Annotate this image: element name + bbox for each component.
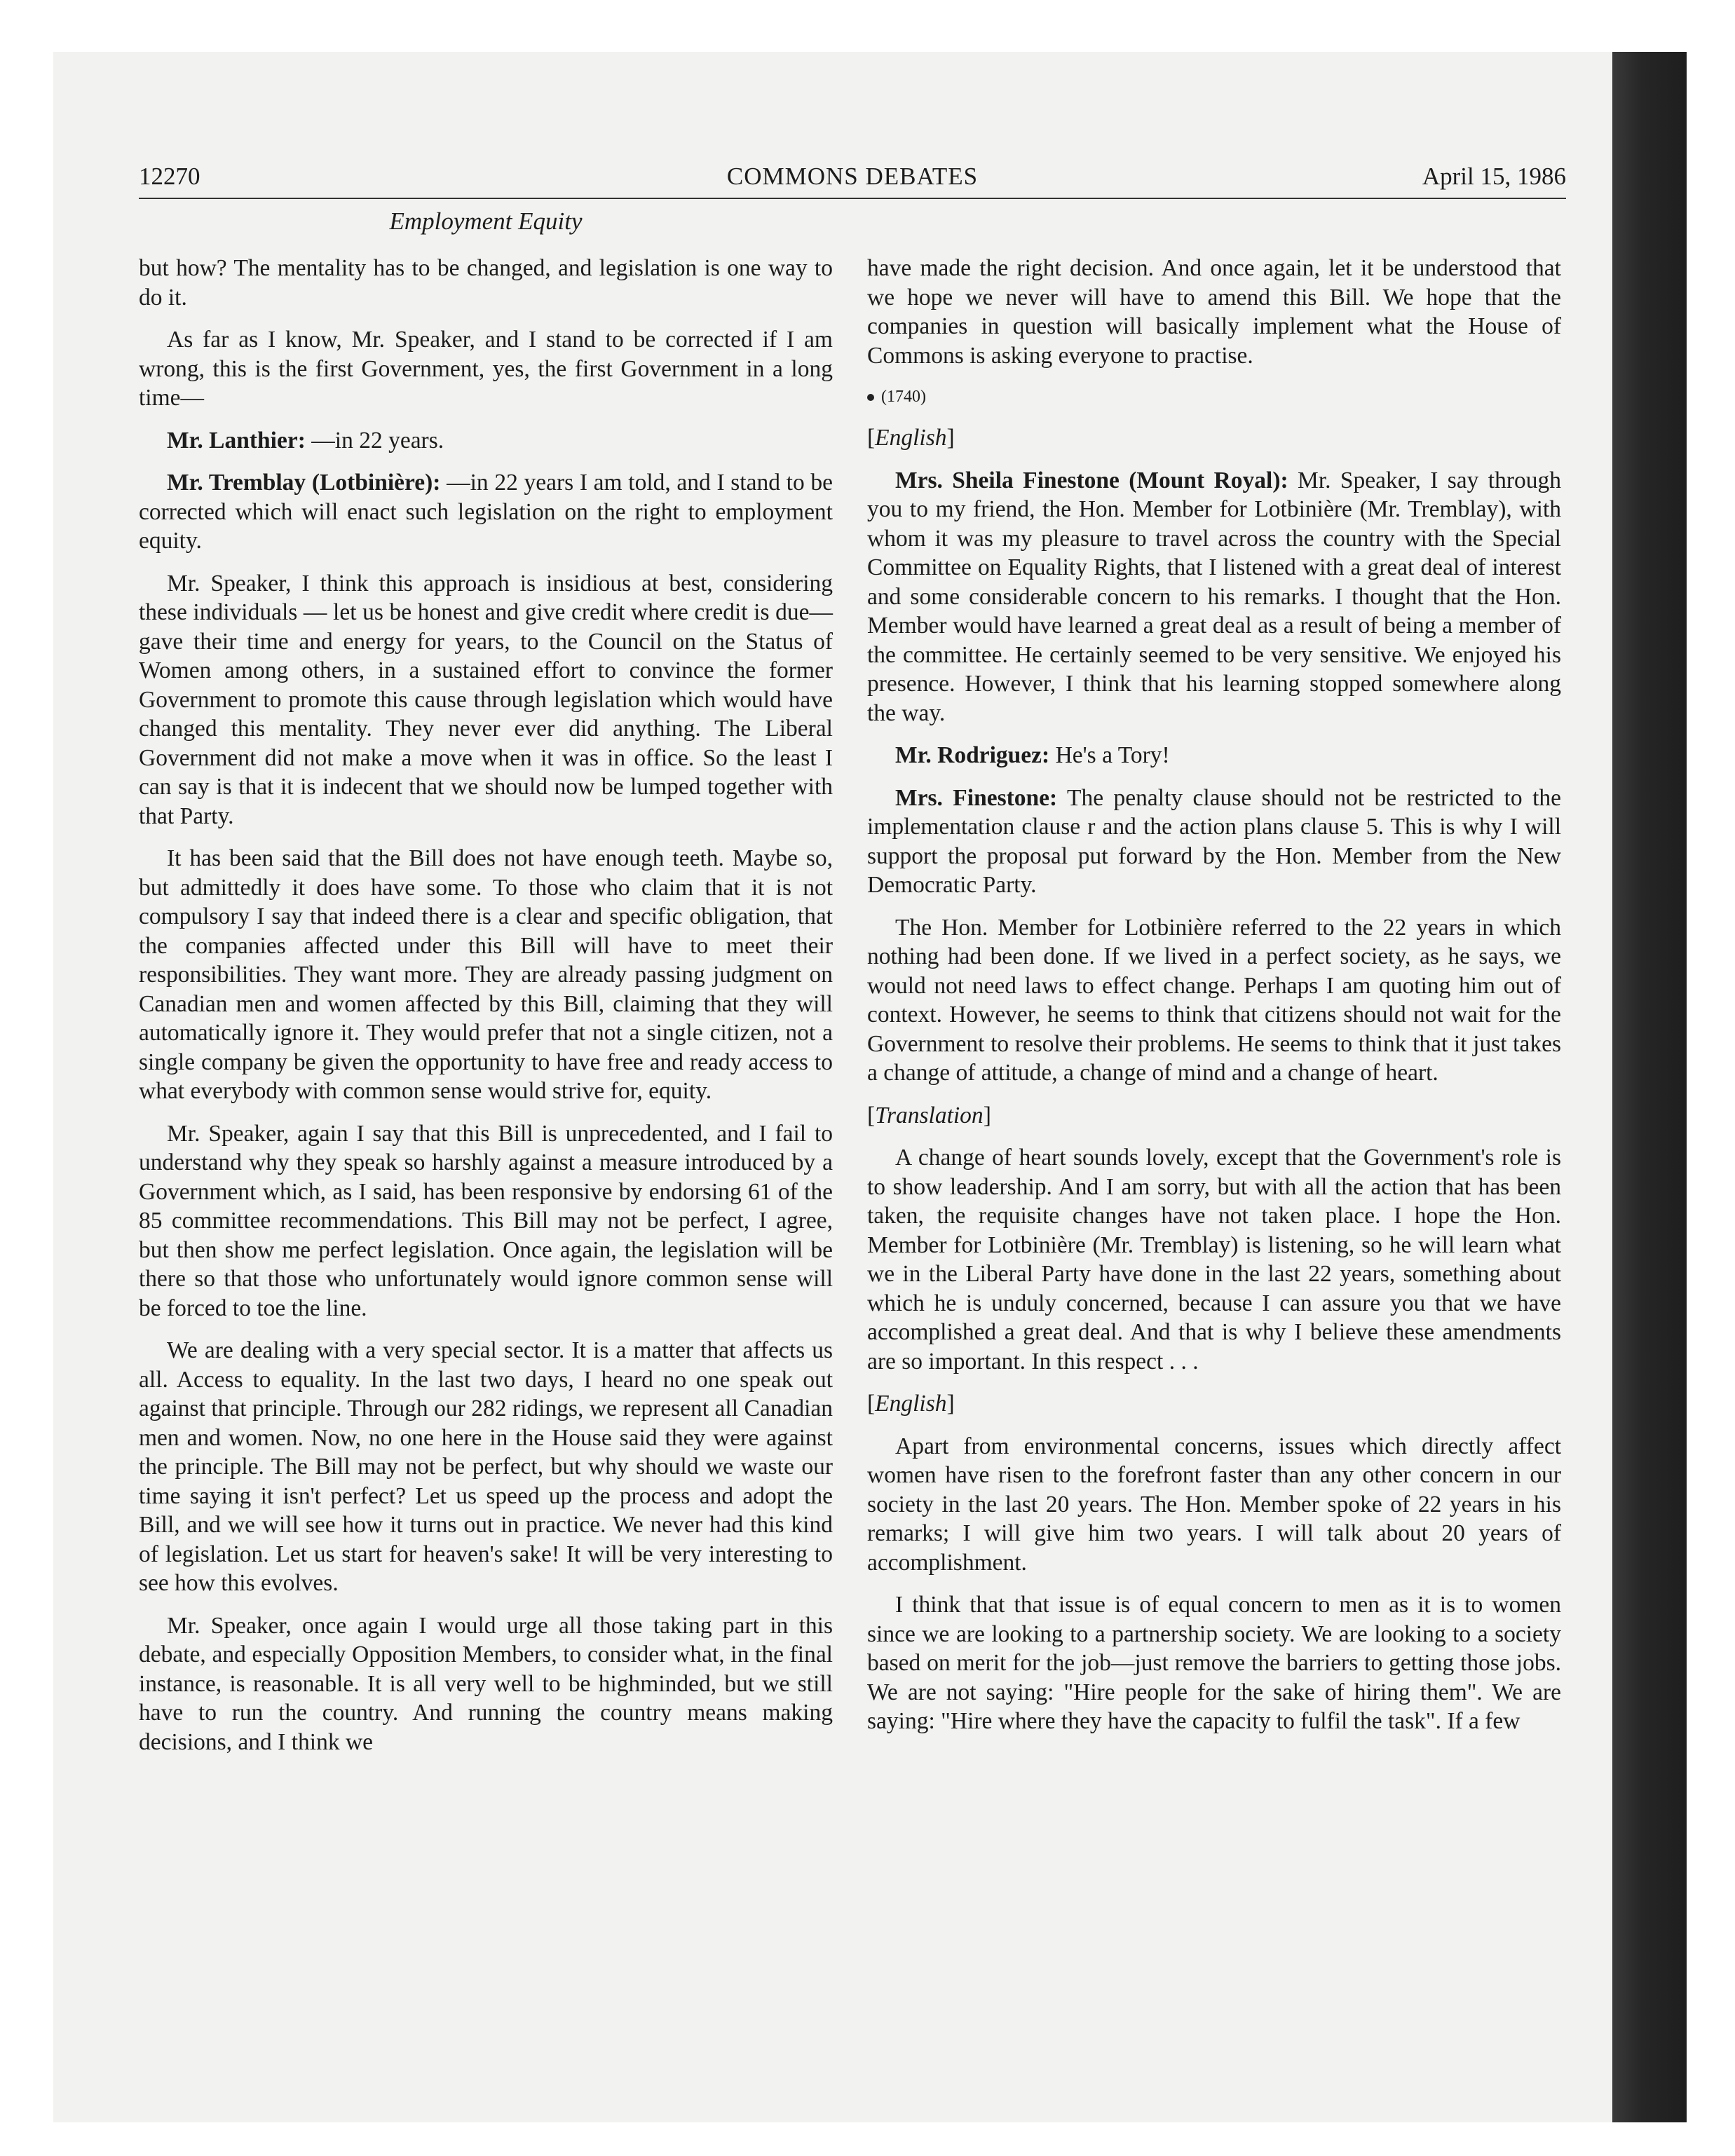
speech-paragraph [867,466,1561,728]
speaker-name: Mr. Tremblay (Lotbinière): [167,470,441,496]
running-header [139,163,1566,196]
paragraph: It has been said that the Bill does not have enough teeth. Maybe so, but admittedly it does have some. To those who claim that it is not compulsory I say that indeed there is a clear and specific obligation, that the companies affected under this Bill will have to meet their responsibilities. They want more. They are already passing judgment on Canadian men and women affected by this Bill, claiming that they will automatically ignore it. They would prefer that not a single citizen, not a single company be given the opportunity to have free and ready access to what everybody with common sense would strive for, equity. [139,845,833,1104]
publication-title: COMMONS DEBATES [726,163,979,190]
speech-paragraph [867,784,1561,900]
section-title: Employment Equity [389,207,583,235]
language-label: English [875,425,947,451]
speech-paragraph [139,426,833,456]
paragraph: As far as I know, Mr. Speaker, and I stand to be corrected if I am wrong, this is the first Government, yes, the first Government in a long time— [139,327,833,411]
speech-paragraph [867,741,1561,770]
speaker-name: Mr. Lanthier: [167,427,306,453]
right-column [867,254,1561,1749]
paragraph: Apart from environmental concerns, issues which directly affect women have risen to the forefront faster than any other concern in our society in the last 20 years. The Hon. Member spoke of 22 years in his remarks; I will give him two years. I will talk about 20 years of accomplishment. [867,1433,1561,1576]
language-marker: [Translation] [867,1102,991,1128]
paragraph: Mr. Speaker, once again I would urge all those taking part in this debate, and especially Opposition Members, to consider what, in the final instance, is reasonable. It is all very well to be highminded, but we still have to run the country. And running the country means making decisions, and I think we [139,1612,833,1755]
page-number: 12270 [139,163,200,190]
bullet-icon [867,394,874,401]
language-label: English [875,1391,947,1417]
speech-text: He's a Tory! [1049,742,1170,768]
timestamp-text: (1740) [881,388,926,406]
publication-date: April 15, 1986 [1422,163,1566,190]
paragraph: Mr. Speaker, again I say that this Bill is unprecedented, and I fail to understand why they speak so harshly against a measure introduced by a Government which, as I said, has been responsive by endorsing 61 of the 85 committee recommendations. This Bill may not be perfect, I agree, but then show me perfect legislation. Once again, the legislation will be there so that those who unfortunately would ignore common sense will be forced to toe the line. [139,1120,833,1321]
language-label: Translation [875,1102,984,1128]
paragraph: We are dealing with a very special sector. It is a matter that affects us all. Access to equality. In the last two days, I heard no one speak out against that principle. Through our 282 ridings, we represent all Canadian men and women. Now, no one here in the House said they were against the principle. The Bill may not be perfect, but why should we waste our time saying it isn't perfect? Let us speed up the process and adopt the Bill, and we will see how it turns out in practice. We never had this kind of legislation. Let us start for heaven's sake! It will be very interesting to see how this evolves. [139,1337,833,1596]
language-marker: [English] [867,425,955,451]
paragraph: Mr. Speaker, I think this approach is insidious at best, considering these individuals — let us be honest and give credit where credit is due— gave their time and energy for years, to the Council on the Status of Women among others, in a sustained effort to convince the former Government to promote this cause through legislation which would have changed this mentality. They never ever did anything. The Liberal Government did not make a move when it was in office. So the least I can say is that it is indecent that we should now be lumped together with that Party. [139,570,833,829]
speech-paragraph [139,468,833,556]
paragraph: The Hon. Member for Lotbinière referred to the 22 years in which nothing had been done. If we lived in a perfect society, as he says, we would not need laws to effect change. Perhaps I am quoting him out of context. However, he seems to think that citizens should not wait for the Government to resolve their problems. He seems to think that it just takes a change of attitude, a change of mind and a change of heart. [867,914,1561,1086]
speech-text: Mr. Speaker, I say through you to my friend, the Hon. Member for Lotbinière (Mr. Tremblay), with whom it was my pleasure to travel across the country with the Special Committee on Equality Rights, that I listened with a great deal of interest and some considerable concern to his remarks. I thought that the Hon. Member would have learned a great deal as a result of being a member of the committee. He certainly seemed to be very sensitive. We enjoyed his presence. However, I think that his learning stopped somewhere along the way. [867,467,1561,726]
header-divider [139,198,1566,199]
speaker-name: Mrs. Finestone: [895,784,1058,811]
paragraph: I think that that issue is of equal concern to men as it is to women since we are looking to a partnership society. We are looking to a society based on merit for the job—just remove the barriers to getting those jobs. We are not saying: "Hire people for the sake of hiring them". We are saying: "Hire where they have the capacity to fulfil the task". If a few [867,1592,1561,1734]
language-marker: [English] [867,1391,955,1417]
paragraph: but how? The mentality has to be changed, and legislation is one way to do it. [139,255,833,311]
left-column [139,254,833,1770]
speech-text: The penalty clause should not be restricted to the implementation clause r and the action plans clause 5. This is why I will support the proposal put forward by the Hon. Member from the New Democratic Party. [867,784,1561,898]
speech-text: —in 22 years I am told, and I stand to be corrected which will enact such legislation on the right to employment equity. [139,470,833,554]
paragraph: have made the right decision. And once again, let it be understood that we hope we never will have to amend this Bill. We hope that the companies in question will basically implement what the House of Commons is asking everyone to practise. [867,255,1561,369]
speaker-name: Mr. Rodriguez: [895,742,1050,768]
paragraph: A change of heart sounds lovely, except that the Government's role is to show leadership. And I am sorry, but with all the action that has been taken, the requisite changes have not taken place. I hope the Hon. Member for Lotbinière (Mr. Tremblay) is listening, so he will learn what we in the Liberal Party have done in the last 22 years, something about which he is unduly concerned, because I can assure you that we have accomplished a great deal. And that is why I believe these amendments are so important. In this respect . . . [867,1145,1561,1374]
scan-shadow-edge [1612,52,1687,2122]
speech-text: —in 22 years. [305,427,444,453]
timestamp-marker [867,383,1561,410]
speaker-name: Mrs. Sheila Finestone (Mount Royal): [895,467,1288,493]
